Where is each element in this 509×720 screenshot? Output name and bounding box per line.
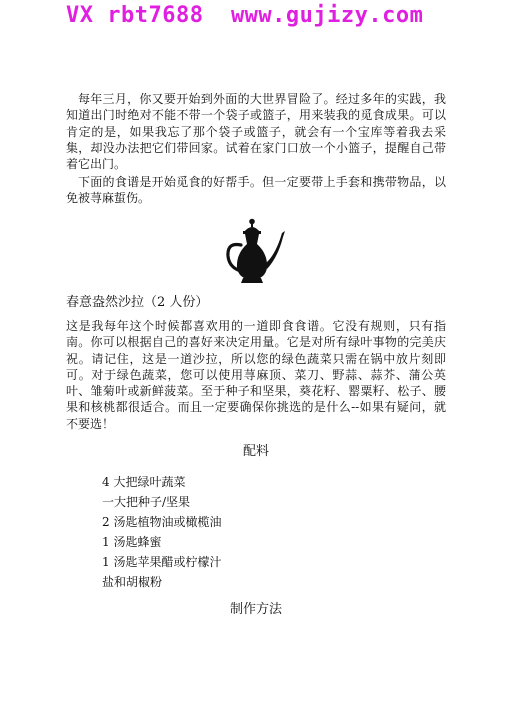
recipe-description: 这是我每年这个时候都喜欢用的一道即食食谱。它没有规则，只有指南。你可以根据自己的喜好来决定用量。它是对所有绿叶事物的完美庆祝。请记住，这是一道沙拉，所以您的绿色蔬菜只需在锅中放片刻即可。对于绿色蔬菜，您可以使用荨麻顶、菜刀、野蒜、蒜芥、蒲公英叶、雏菊叶或新鲜菠菜。至于种子和坚果，葵花籽、罂粟籽、松子、腰果和核桃都很适合。而且一定要确保你挑选的是什么--如果有疑问，就不要选！ (66, 319, 446, 431)
intro-paragraph-1: 每年三月，你又要开始到外面的大世界冒险了。经过多年的实践，我知道出门时绝对不能不带一个袋子或篮子，用来装我的觅食成果。可以肯定的是，如果我忘了那个袋子或篮子，就会有一个宝库等着我去采集，却没办法把它们带回家。试着在家门口放一个小篮子，提醒自己带着它出门。 (66, 92, 446, 172)
ingredient-item: 2 汤匙植物油或橄榄油 (102, 515, 222, 529)
ingredient-item: 一大把种子/坚果 (102, 495, 191, 509)
method-heading: 制作方法 (229, 602, 282, 617)
ingredient-item: 1 汤匙苹果醋或柠檬汁 (102, 555, 222, 569)
intro-paragraph-2: 下面的食谱是开始觅食的好帮手。但一定要带上手套和携带物品，以免被荨麻蜇伤。 (66, 175, 446, 206)
ingredient-item: 1 汤匙蜂蜜 (102, 535, 162, 549)
ingredients-heading: 配料 (242, 444, 269, 459)
recipe-title: 春意盎然沙拉（2 人份） (66, 295, 209, 310)
watermark-text: VX rbt7688 www.gujizy.com (66, 3, 424, 28)
teapot-icon (224, 218, 286, 286)
ingredient-item: 4 大把绿叶蔬菜 (102, 475, 186, 489)
ingredient-item: 盐和胡椒粉 (102, 575, 163, 589)
ingredients-list (102, 472, 221, 592)
